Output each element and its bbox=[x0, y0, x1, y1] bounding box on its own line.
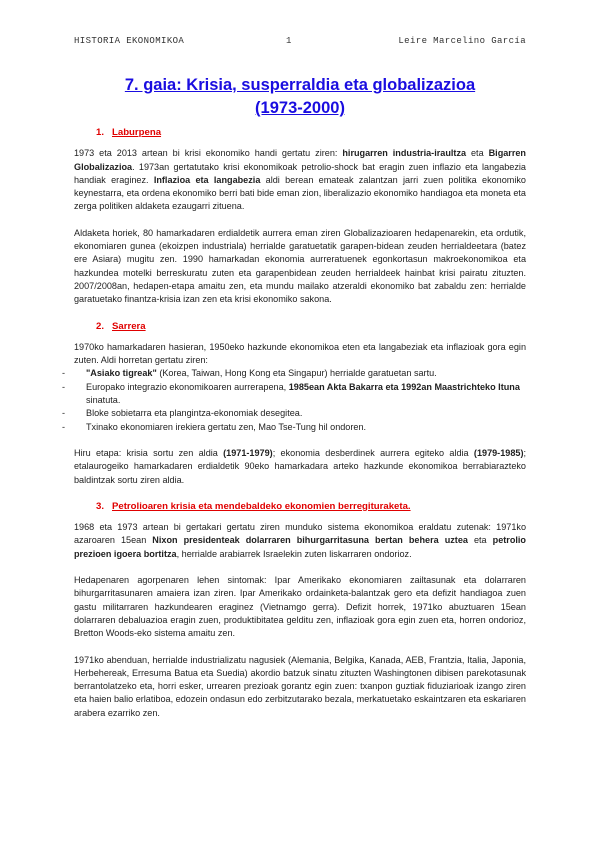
text-run: eta bbox=[467, 535, 493, 546]
text-run: eta bbox=[466, 148, 489, 159]
text-run: Hiru etapa: krisia sortu zen aldia bbox=[74, 447, 224, 458]
text-run: sinatuta. bbox=[86, 395, 121, 406]
text-run: 1973 eta 2013 artean bi krisi ekonomiko handi gertatu ziren: bbox=[74, 148, 343, 159]
list-item bbox=[74, 381, 526, 408]
section-heading-laburpena bbox=[96, 126, 526, 139]
text-run: aldi berean emateak zalantzan jarri zuen politika ekonomiko keynestarra, eta ordena ekonomiko berri bati bide eman zion, liberalizazio ekonomiko handiagoa eta moneta eta zerga politiken aldaketa ezaugarri zituena. bbox=[74, 174, 526, 212]
oil-crisis-paragraph-1 bbox=[74, 521, 526, 561]
text-run: ; etalaurogeiko hamarkadaren erdialdetik 90eko hamarkadara arteko hazkunde ekonomikoa berrabiarazteko baldintzak sortu ziren aldia. bbox=[74, 447, 526, 485]
section-number: 1. bbox=[96, 127, 105, 138]
text-run: 1968 eta 1973 artean bi gertakari gertatu ziren munduko sistema ekonomikoa eraldatu zutenak: 1971ko azaroaren 15ean bbox=[74, 522, 526, 546]
section-label: Sarrera bbox=[112, 320, 146, 332]
header-author: Leire Marcelino García bbox=[398, 36, 526, 46]
document-body bbox=[74, 74, 526, 733]
list-item: - Txinako ekonomiaren irekiera gertatu zen, Mao Tse-Tung hil ondoren. bbox=[74, 421, 526, 434]
list-item bbox=[74, 367, 526, 380]
bold-term: hirugarren industria-iraultza bbox=[342, 148, 467, 159]
bold-term: (1971-1979) bbox=[223, 447, 273, 458]
bold-term: Nixon presidenteak dolarraren bihurgarritasuna bertan behera uztea bbox=[152, 535, 468, 546]
events-list bbox=[74, 367, 526, 433]
header-course-title: HISTORIA EKONOMIKOA bbox=[74, 36, 185, 46]
bold-term: 1985ean Akta Bakarra eta 1992an Maastrichteko Ituna bbox=[288, 381, 520, 392]
text-run: ; ekonomia desberdinek aurrera egiteko aldia bbox=[272, 447, 474, 458]
stages-paragraph bbox=[74, 447, 526, 487]
section-label: Laburpena bbox=[112, 127, 162, 138]
bold-term: Inflazioa eta langabezia bbox=[153, 174, 261, 185]
oil-crisis-paragraph-3: 1971ko abenduan, herrialde industrializatu nagusiek (Alemania, Belgika, Kanada, AEB, Frantzia, Italia, Japonia, Herbehereak, Erresuma Batua eta Suedia) akordio batzuk sinatu zituzten Washingtonen dibisen parekotasunak berrantolatzeko eta, horri esker, urrearen prezioak gorantz egin zuen: txanpon guztiak fiduziarioak izango ziren eta haien balio erlatiboa, edozein ondasun edo zerbitzutarako bezala, merkatuetako eskaintzaren eta eskariaren arabera ezarriko zen. bbox=[74, 654, 526, 718]
oil-crisis-paragraph-2: Hedapenaren agorpenaren lehen sintomak: Ipar Amerikako ekonomiaren zailtasunak eta dolarraren bihurgarritasunaren amaiera izan ziren. Ipar Amerikako ordainketa-balantzak gero eta defizit handiagoa zuen gastu militarraren hazkundearen eraginez (Vietnamgo gerra). Defizit horrek, 1971ko abuztuaren 15ean dolarraren debaluazioa eragin zuen, produktibitatea gelditu zen, inflazioak gora egin zuen eta, horren ondorioz, Bretton Woods-eko sistema amaitu zen. bbox=[74, 575, 526, 639]
document-title bbox=[74, 74, 526, 120]
section-label: Petrolioaren krisia eta mendebaldeko ekonomien berregituraketa. bbox=[112, 500, 411, 512]
bold-term: (1979-1985) bbox=[473, 447, 524, 458]
intro-paragraph: 1970ko hamarkadaren hasieran, 1950eko hazkunde ekonomikoa eten eta langabeziak eta inflazioak gora egin zuten. Aldi horretan gertatu ziren: bbox=[74, 341, 526, 366]
section-number: 3. bbox=[96, 500, 105, 512]
title-line-2: (1973-2000) bbox=[255, 99, 345, 117]
text-run: (Korea, Taiwan, Hong Kong eta Singapur) herrialde garatuetan sartu. bbox=[156, 368, 437, 379]
page-header bbox=[74, 36, 526, 50]
title-line-1: 7. gaia: Krisia, susperraldia eta globalizazioa bbox=[124, 76, 476, 94]
section-heading-sarrera bbox=[96, 320, 526, 333]
text-run: Europako integrazio ekonomikoaren aurrerapena, bbox=[86, 381, 289, 392]
header-page-number: 1 bbox=[286, 36, 292, 46]
text-run: , herrialde arabiarrek Israelekin zuten liskarraren ondorioz. bbox=[176, 548, 412, 559]
bold-term: "Asiako tigreak" bbox=[86, 368, 157, 379]
section-heading-petrolio-krisia bbox=[96, 500, 526, 513]
text-run: . 1973an gertatutako krisi ekonomikoak petrolio-shock bat eragin zuen inflazio eta langabezia handiak eraginez. bbox=[74, 161, 526, 185]
summary-paragraph-1 bbox=[74, 147, 526, 213]
bold-term: Bigarren Globalizazioa bbox=[74, 148, 526, 172]
summary-paragraph-2: Aldaketa horiek, 80 hamarkadaren erdialdetik aurrera eman ziren Globalizazioaren hedapenarekin, eta ordutik, ekonomiaren gunea (ekoizpen industriala) herrialde garatuetatik garapen-bidean zeuden herrialdeetara (batez ere Asiara) mugitu zen. 1990 hamarkadan ekonomia aurreratuenek egonkortasun makroekonomikoa eta hazkundea motelki berreskuratu zuten eta garapenbidean zeuden herrialdeek hainbat krisi pairatu zituzten. 2007/2008an, hedapen-etapa amaitu zen, eta mundu mailako atzeraldi ekonomiko bat zabaldu zen: herrialde garatuetako finantza-krisia izan zen eta krisi ekonomiko sakona. bbox=[74, 227, 526, 305]
bold-term: petrolio prezioen igoera bortitza bbox=[74, 535, 526, 559]
list-item: - Bloke sobietarra eta plangintza-ekonomiak desegitea. bbox=[74, 407, 526, 420]
section-number: 2. bbox=[96, 320, 105, 332]
